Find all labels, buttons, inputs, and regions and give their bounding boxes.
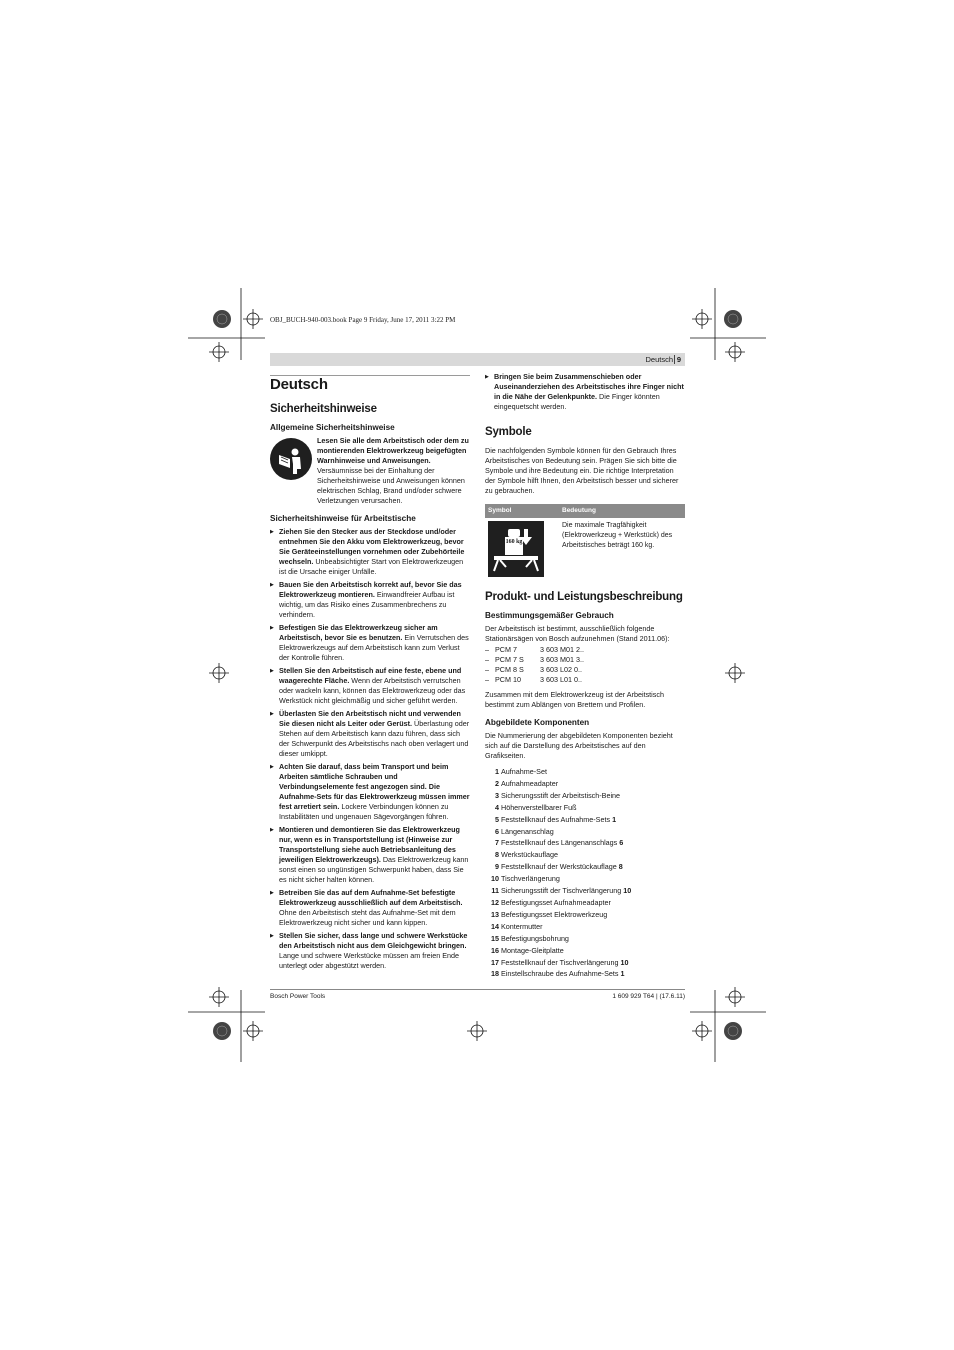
header-separator bbox=[674, 355, 675, 364]
list-item: Feststellknauf des Längenanschlags 6 bbox=[501, 838, 624, 848]
component-number: 9 bbox=[495, 862, 499, 872]
component-number: 6 bbox=[495, 826, 499, 836]
list-item: Befestigungsset Elektrowerkzeug bbox=[501, 909, 608, 919]
component-number: 2 bbox=[495, 778, 499, 788]
symbol-table bbox=[485, 504, 685, 580]
safety-bullets bbox=[270, 527, 470, 971]
list-dash: – bbox=[485, 645, 489, 654]
model-name: PCM 7 bbox=[495, 645, 517, 654]
load-capacity-label: 160 kg bbox=[505, 539, 523, 545]
right-column bbox=[485, 372, 685, 980]
component-number: 15 bbox=[491, 933, 499, 943]
component-number: 7 bbox=[495, 838, 499, 848]
list-item: Werkstückauflage bbox=[501, 850, 558, 860]
footer-rule bbox=[270, 989, 685, 990]
model-name: PCM 10 bbox=[495, 675, 521, 684]
component-number: 18 bbox=[491, 969, 499, 979]
component-number: 14 bbox=[491, 921, 499, 931]
general-warning bbox=[270, 436, 470, 506]
use-heading: Bestimmungsgemäßer Gebrauch bbox=[485, 611, 614, 620]
list-item: Feststellknauf der Werkstückauflage 8 bbox=[501, 862, 623, 872]
print-meta: OBJ_BUCH-940-003.book Page 9 Friday, June 17, 2011 3:22 PM bbox=[270, 316, 456, 324]
list-item: Höhenverstellbarer Fuß bbox=[501, 802, 577, 812]
list-item: ▶ Ziehen Sie den Stecker aus der Steckdose und/oder entnehmen Sie den Akku vom Elektrowerkzeug, bevor Sie Geräteeinstellungen vornehmen oder Zubehörteile wechseln. Unbeabsichtigter Start von Elektrowerkzeugen ist die Ursache einiger Unfälle. bbox=[270, 527, 470, 577]
list-item: Kontermutter bbox=[501, 921, 543, 931]
use-paragraph-2: Zusammen mit dem Elektrowerkzeug ist der Arbeitstisch bestimmt zum Ablängen von Brettern und Profilen. bbox=[485, 690, 664, 709]
symbol-cell bbox=[485, 518, 559, 580]
model-list bbox=[485, 645, 685, 685]
list-item: Feststellknauf des Aufnahme-Sets 1 bbox=[501, 814, 617, 824]
list-dash: – bbox=[485, 665, 489, 674]
left-column bbox=[270, 375, 470, 974]
list-item: Befestigungsset Aufnahmeadapter bbox=[501, 897, 611, 907]
footer-brand: Bosch Power Tools bbox=[270, 993, 326, 1000]
component-number: 12 bbox=[491, 897, 499, 907]
list-item: ▶ Stellen Sie den Arbeitstisch auf eine feste, ebene und waagerechte Fläche. Wenn der Arbeitstisch verrutschen oder wackeln kann, können das Elektrowerkzeug oder das Werkstück nicht gleichmäßig und sicher geführt werden. bbox=[270, 666, 470, 706]
section-title: Sicherheitshinweise bbox=[270, 403, 377, 415]
model-number: 3 603 L02 0.. bbox=[540, 665, 582, 674]
component-number: 1 bbox=[495, 767, 499, 776]
symbole-paragraph: Die nachfolgenden Symbole können für den Gebrauch Ihres Arbeitstisches von Bedeutung sein. Prägen Sie sich bitte die Symbole und ihre Bedeutung ein. Die richtige Interpretation der Symbole hilft Ihnen, den Arbeitstisch besser und sicherer zu gebrauchen. bbox=[485, 446, 679, 495]
model-name: PCM 8 S bbox=[495, 665, 524, 674]
list-item: ▶ Bringen Sie beim Zusammenschieben oder Auseinanderziehen des Arbeitstisches ihre Finger nicht in die Nähe der Gelenkpunkte. Die Finger könnten eingequetscht werden. bbox=[485, 372, 685, 412]
symbol-col-header: Symbol bbox=[485, 504, 559, 518]
list-item: Feststellknauf der Tischverlängerung 10 bbox=[501, 957, 629, 967]
list-dash: – bbox=[485, 655, 489, 664]
meaning-cell: Die maximale Tragfähigkeit (Elektrowerkzeug + Werkstück) des Arbeitstisches beträgt 160 kg. bbox=[562, 522, 673, 549]
page-number: 9 bbox=[676, 355, 681, 364]
list-item: Einstellschraube des Aufnahme-Sets 1 bbox=[501, 969, 625, 979]
model-number: 3 603 M01 2.. bbox=[540, 645, 584, 654]
component-number: 16 bbox=[491, 945, 499, 955]
list-item: ▶ Stellen Sie sicher, dass lange und schwere Werkstücke den Arbeitstisch nicht aus dem Gleichgewicht bringen. Lange und schwere Werkstücke müssen am freien Ende unterlegt oder abgestützt werden. bbox=[270, 931, 470, 971]
meaning-col-header: Bedeutung bbox=[559, 504, 685, 518]
component-number: 11 bbox=[491, 886, 499, 896]
list-item: ▶ Montieren und demontieren Sie das Elektrowerkzeug nur, wenn es in Transportstellung ist (Hinweise zur Transportstellung siehe auch Betriebsanleitung des jeweiligen Elektrowerkzeugs). Das Elektrowerkzeug kann sonst einen so ungünstigen Schwerpunkt haben, dass Sie es nicht sicher halten können. bbox=[270, 825, 470, 885]
header-language: Deutsch bbox=[645, 355, 673, 364]
symbole-title: Symbole bbox=[485, 426, 532, 438]
list-item: Aufnahme-Set bbox=[501, 767, 547, 776]
component-number: 17 bbox=[491, 957, 499, 967]
list-item: Aufnahmeadapter bbox=[501, 778, 559, 788]
general-paragraph: Lesen Sie alle dem Arbeitstisch oder dem zu montierenden Elektrowerkzeug beigefügten Warnhinweise und Anweisungen. Versäumnisse bei der Einhaltung der Sicherheitshinweise und Anweisungen können elektrischen Schlag, Brand und/oder schwere Verletzungen verursachen. bbox=[317, 436, 469, 505]
component-number: 13 bbox=[491, 909, 499, 919]
components-heading: Abgebildete Komponenten bbox=[485, 718, 590, 727]
footer-docnum: 1 609 929 T64 | (17.6.11) bbox=[612, 993, 685, 1000]
use-paragraph: Der Arbeitstisch ist bestimmt, ausschließlich folgende Stationärsägen von Bosch aufzunehmen (Stand 2011.06): bbox=[485, 624, 670, 643]
general-heading: Allgemeine Sicherheitshinweise bbox=[270, 423, 395, 432]
model-name: PCM 7 S bbox=[495, 655, 524, 664]
page-title: Deutsch bbox=[270, 376, 328, 393]
page-header bbox=[270, 353, 685, 366]
component-number: 8 bbox=[495, 850, 499, 860]
list-item: ▶ Überlasten Sie den Arbeitstisch nicht und verwenden Sie diesen nicht als Leiter oder Gerüst. Überlastung oder Stehen auf dem Arbeitstisch kann dazu führen, dass sich der Schwerpunkt des Arbeitstischs nach oben verlagert und dieser umkippt. bbox=[270, 709, 470, 759]
list-item: ▶ Achten Sie darauf, dass beim Transport und beim Arbeiten sämtliche Schrauben und Verbindungselemente fest angezogen sind. Die Aufnahme-Sets für das Elektrowerkzeug müssen immer fest arretiert sein. Lockere Verbindungen können zu Instabilitäten und ungenauen Sägevorgängen führen. bbox=[270, 762, 470, 822]
finger-warning bbox=[485, 372, 685, 412]
list-item: Tischverlängerung bbox=[501, 874, 560, 884]
model-number: 3 603 M01 3.. bbox=[540, 655, 584, 664]
list-item: ▶ Betreiben Sie das auf dem Aufnahme-Set befestigte Elektrowerkzeug ausschließlich auf dem Arbeitstisch. Ohne den Arbeitstisch steht das Aufnahme-Set mit dem Elektrowerkzeug nicht sicher und kann kippen. bbox=[270, 888, 470, 928]
component-number: 3 bbox=[495, 790, 499, 800]
list-item: Sicherungsstift der Tischverlängerung 10 bbox=[501, 886, 632, 896]
list-dash: – bbox=[485, 675, 489, 684]
list-item: ▶ Bauen Sie den Arbeitstisch korrekt auf, bevor Sie das Elektrowerkzeug montieren. Einwandfreier Aufbau ist wichtig, um das Risiko eines Zusammenbrechens zu verhindern. bbox=[270, 580, 470, 620]
list-item: Montage-Gleitplatte bbox=[501, 945, 564, 955]
component-list bbox=[485, 766, 685, 980]
load-capacity-icon bbox=[488, 521, 544, 577]
model-number: 3 603 L01 0.. bbox=[540, 675, 582, 684]
list-item: Sicherungsstift der Arbeitstisch-Beine bbox=[501, 790, 621, 800]
component-number: 5 bbox=[495, 814, 499, 824]
component-number: 10 bbox=[491, 874, 499, 884]
list-item: Längenanschlag bbox=[501, 826, 554, 836]
product-title: Produkt- und Leistungsbeschreibung bbox=[485, 591, 683, 603]
table-safety-heading: Sicherheitshinweise für Arbeitstische bbox=[270, 514, 416, 523]
list-item: ▶ Befestigen Sie das Elektrowerkzeug sicher am Arbeitstisch, bevor Sie es benutzen. Ein Verrutschen des Elektrowerkzeugs auf dem Arbeitstisch kann zum Verlust der Kontrolle führen. bbox=[270, 623, 470, 663]
list-item: Befestigungsbohrung bbox=[501, 933, 569, 943]
components-paragraph: Die Nummerierung der abgebildeten Komponenten bezieht sich auf die Darstellung des Arbeitstisches auf den Grafikseiten. bbox=[485, 731, 673, 760]
read-manual-icon bbox=[270, 438, 312, 480]
component-number: 4 bbox=[495, 802, 499, 812]
